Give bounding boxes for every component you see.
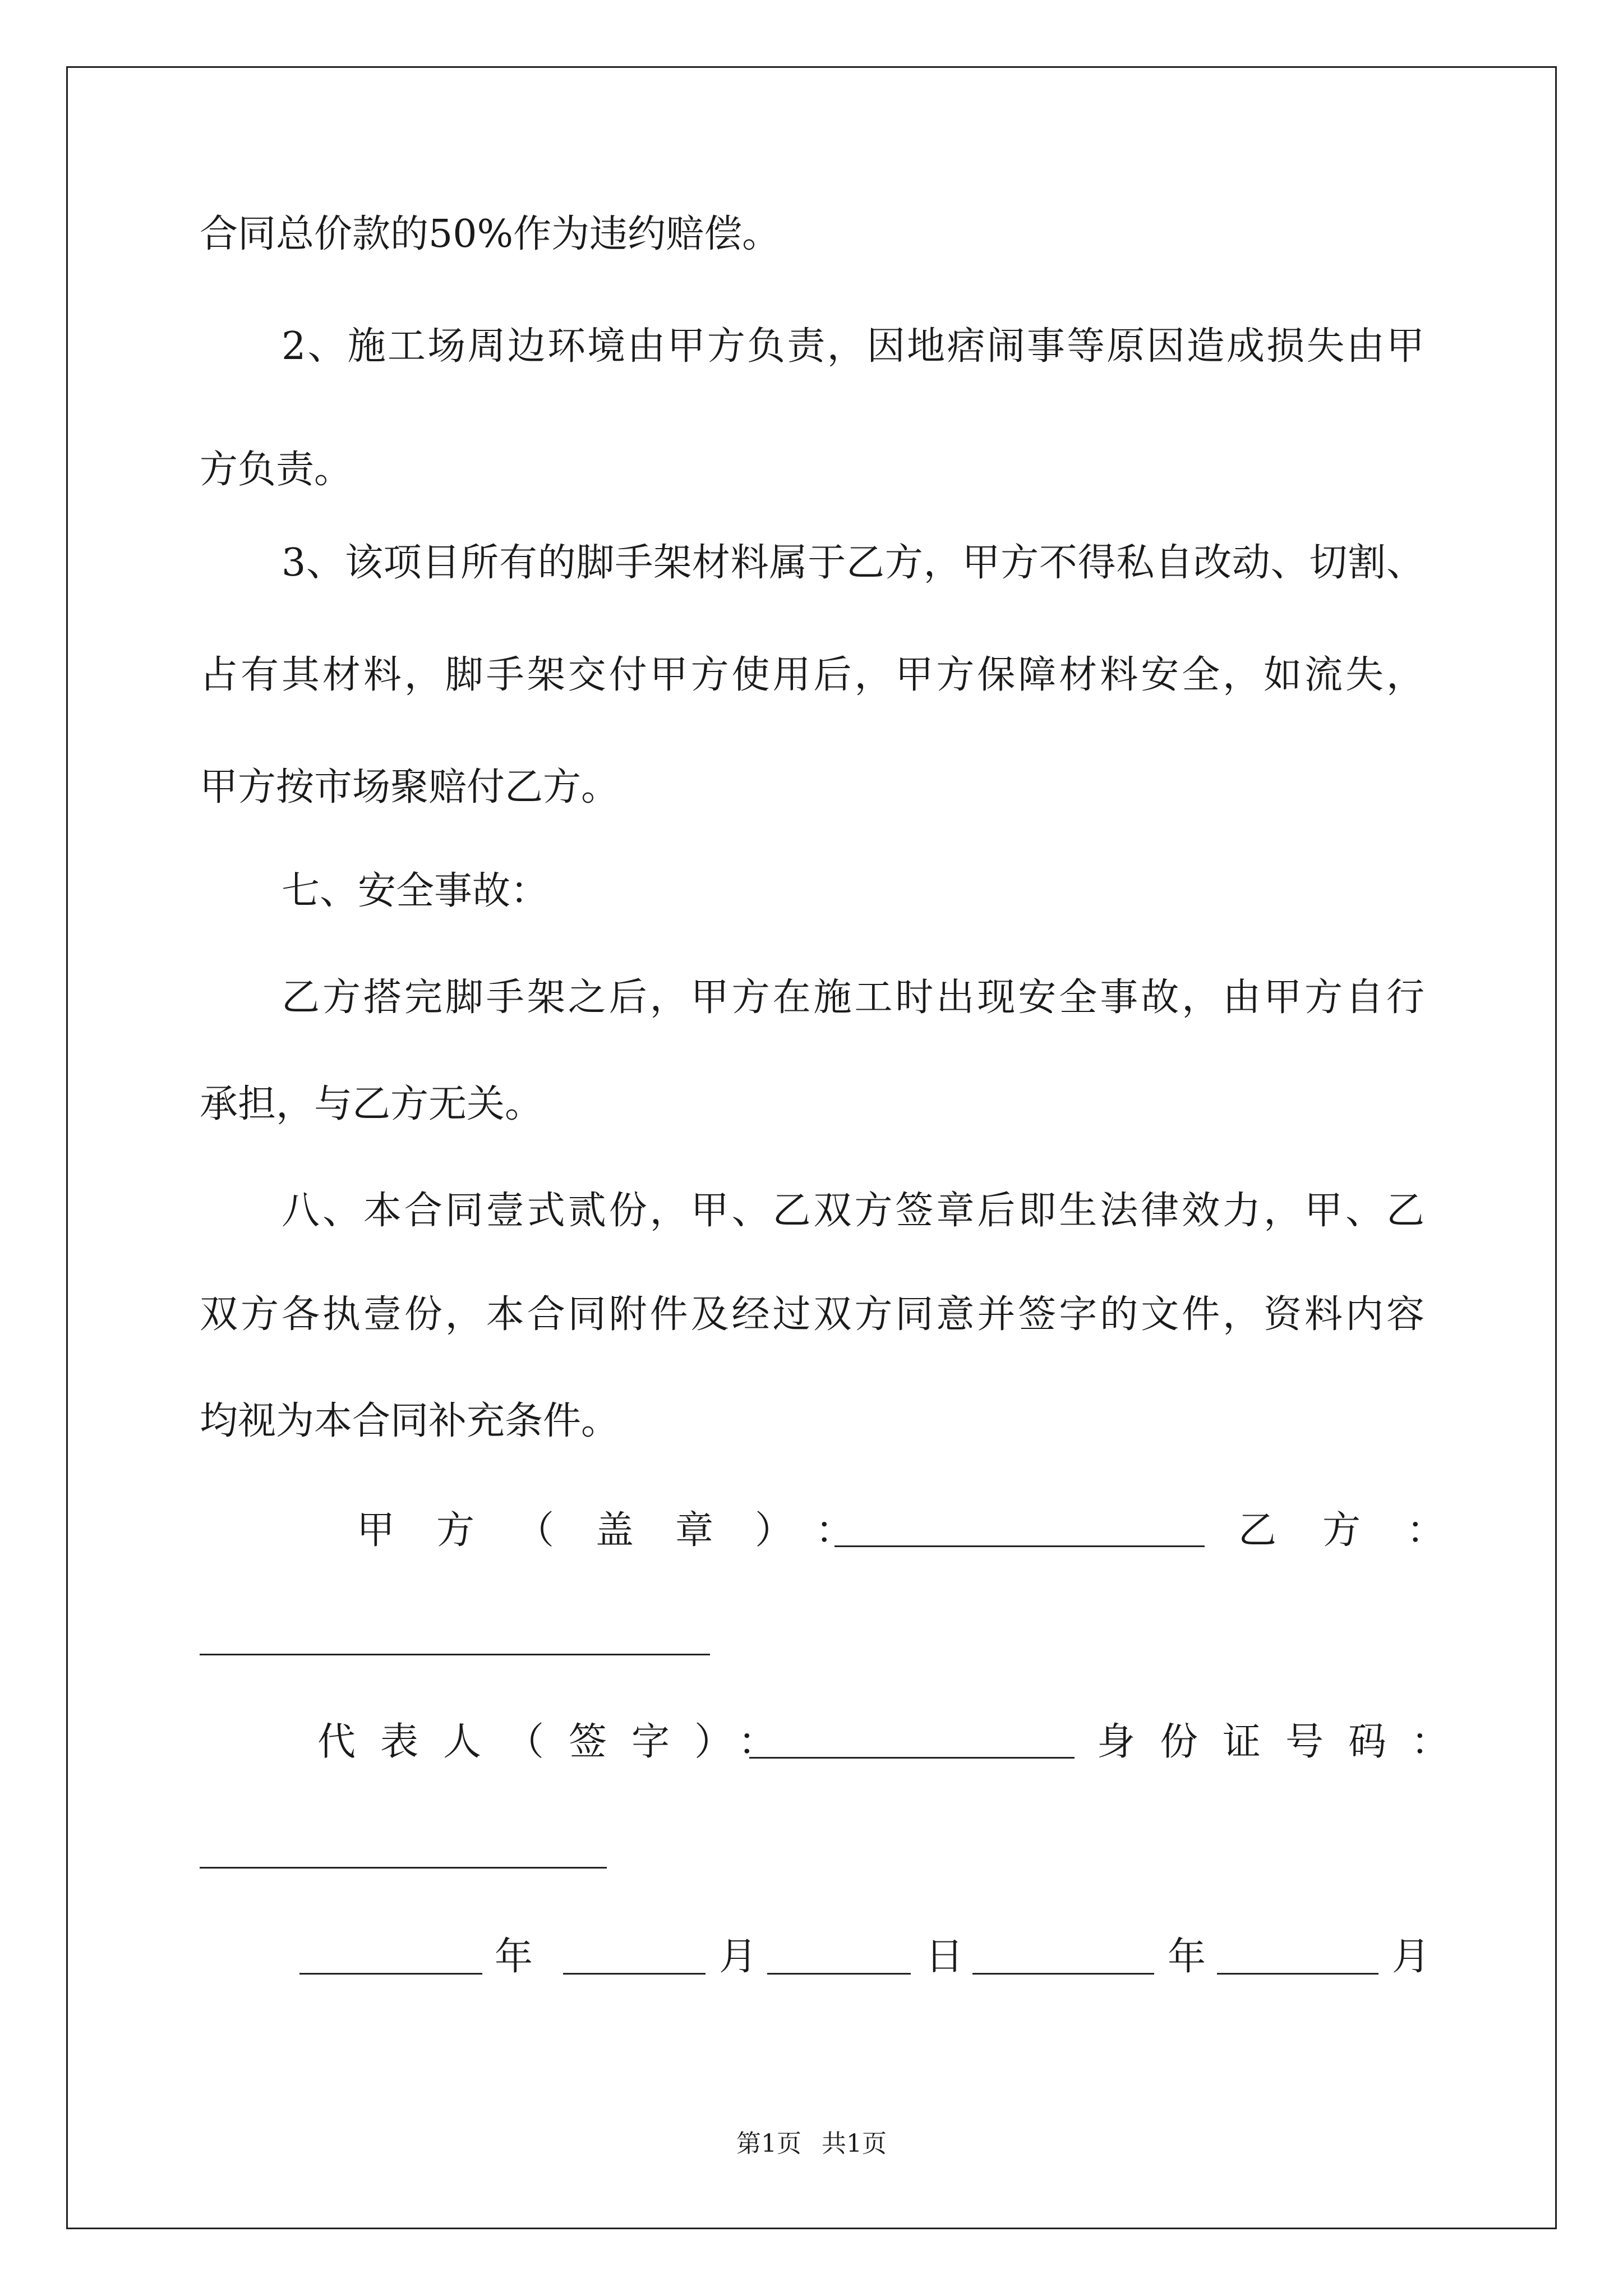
page-footer xyxy=(0,2129,1623,2158)
date-year-label: 年 xyxy=(495,1935,533,1979)
party-b-label: 乙方： xyxy=(1238,1508,1491,1553)
id-number-label: 身份证号码： xyxy=(1097,1720,1474,1764)
text-line-6: 甲方按市场聚赔付乙方。 xyxy=(200,765,620,809)
text-line-1: 合同总价款的50%作为违约赔偿。 xyxy=(200,212,781,256)
date-blank-2 xyxy=(563,1973,706,1975)
date-month-label: 月 xyxy=(719,1935,758,1979)
text-line-9: 承担，与乙方无关。 xyxy=(200,1082,543,1126)
text-line-4: 3、该项目所有的脚手架材料属于乙方，甲方不得私自改动、切割、 xyxy=(282,541,1424,585)
text-line-11: 双方各执壹份，本合同附件及经过双方同意并签字的文件，资料内容 xyxy=(200,1292,1424,1337)
date-blank-5 xyxy=(1217,1973,1378,1975)
text-line-12: 均视为本合同补充条件。 xyxy=(200,1399,620,1443)
text-line-8: 乙方搭完脚手架之后，甲方在施工时出现安全事故，由甲方自行 xyxy=(282,976,1424,1020)
section-heading-7: 七、安全事故： xyxy=(282,869,549,913)
date-day-label: 日 xyxy=(925,1935,964,1979)
date-blank-4 xyxy=(972,1973,1154,1975)
date-year2-label: 年 xyxy=(1168,1935,1206,1979)
text-line-10: 八、本合同壹式贰份，甲、乙双方签章后即生法律效力，甲、乙 xyxy=(282,1189,1424,1233)
party-a-blank xyxy=(834,1545,1205,1547)
date-month2-label: 月 xyxy=(1392,1935,1431,1979)
date-blank-3 xyxy=(767,1973,911,1975)
text-line-3: 方负责。 xyxy=(200,448,353,492)
representative-label: 代表人（签字）： xyxy=(317,1720,801,1764)
id-number-blank xyxy=(200,1867,607,1869)
party-b-blank xyxy=(200,1654,710,1655)
party-a-label xyxy=(357,1508,896,1553)
text-line-2: 2、施工场周边环境由甲方负责，因地痞闹事等原因造成损失由甲 xyxy=(282,324,1424,369)
page-total: 共1页 xyxy=(822,2129,887,2158)
party-a-label-text: 甲方（盖章）： xyxy=(357,1508,896,1553)
page-frame xyxy=(66,66,1557,2229)
page-number: 第1页 xyxy=(736,2129,801,2158)
representative-blank xyxy=(749,1757,1075,1759)
date-blank-1 xyxy=(299,1973,482,1975)
text-line-5: 占有其材料，脚手架交付甲方使用后，甲方保障材料安全，如流失， xyxy=(200,653,1424,697)
